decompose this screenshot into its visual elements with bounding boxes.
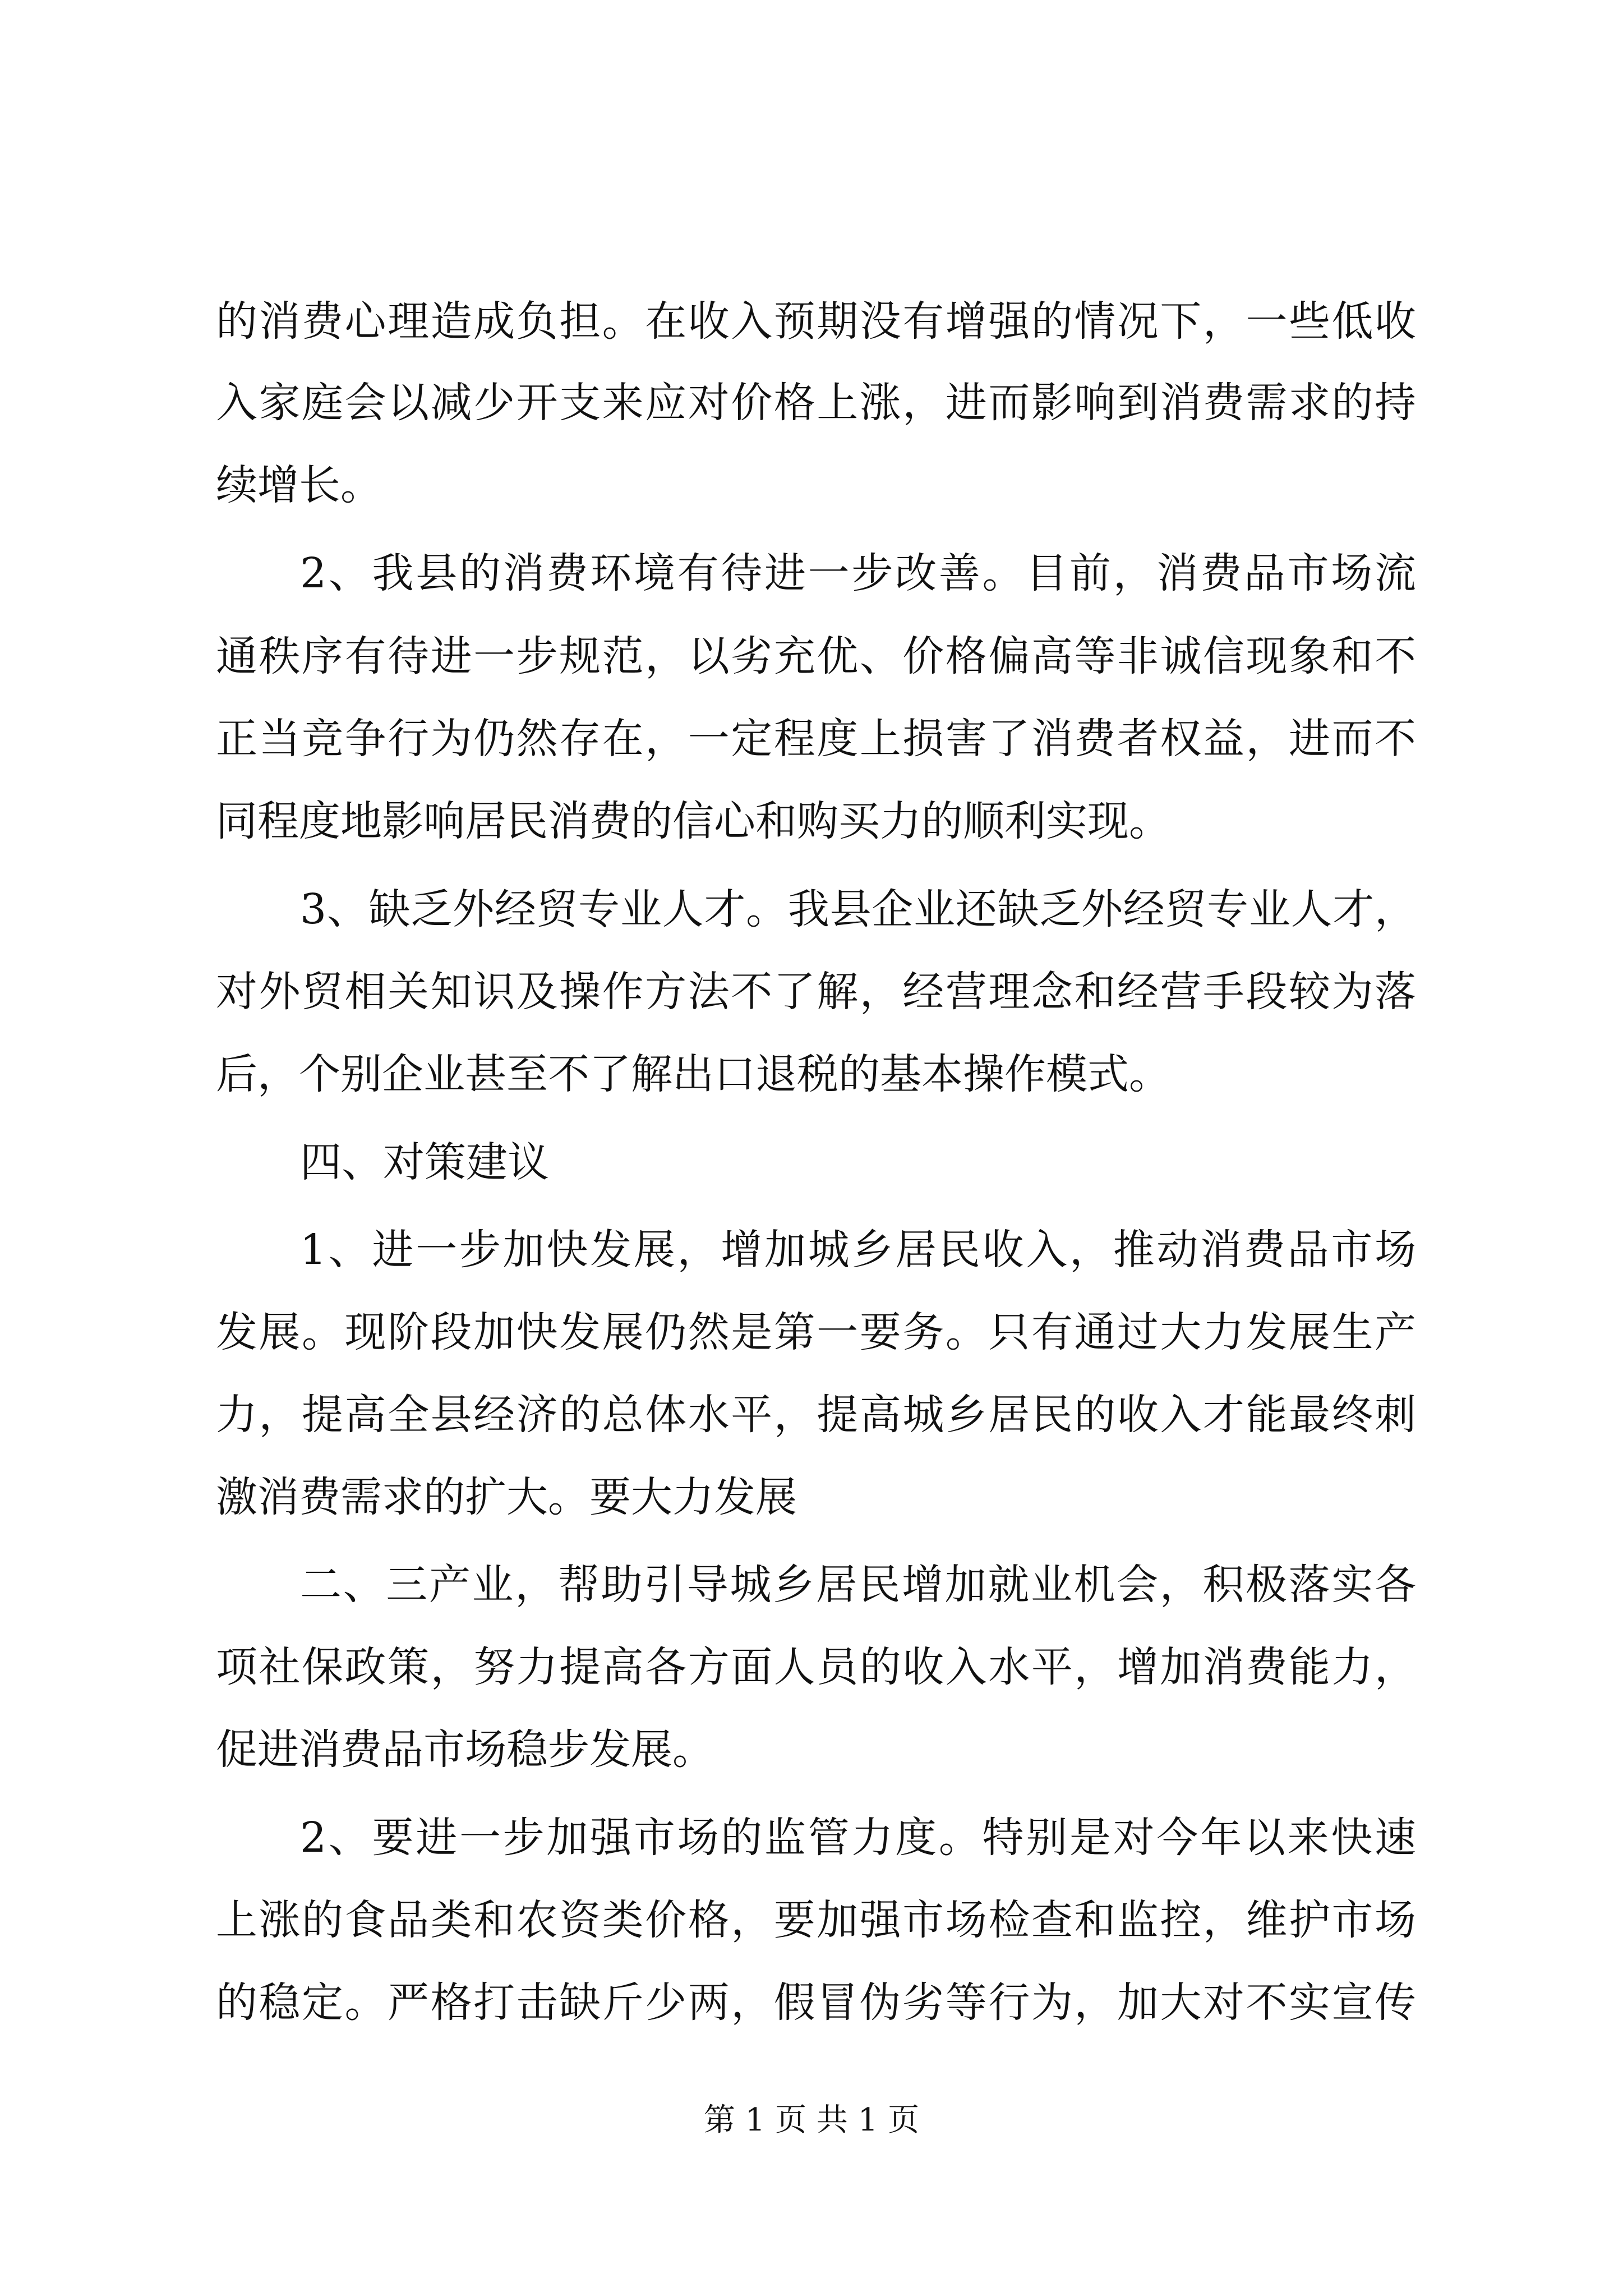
section-heading: 四、对策建议 <box>300 1138 549 1186</box>
text-line: 入家庭会以减少开支来应对价格上涨，进而影响到消费需求的持 <box>216 379 1416 427</box>
text-line: 对外贸相关知识及操作方法不了解，经营理念和经营手段较为落 <box>216 968 1416 1016</box>
page-number-label: 第 1 页 共 1 页 <box>703 2102 920 2138</box>
paragraph-first-line: 2、我县的消费环境有待进一步改善。目前，消费品市场流 <box>300 549 1416 597</box>
text-line: 正当竞争行为仍然存在，一定程度上损害了消费者权益，进而不 <box>216 715 1416 763</box>
text-line: 的稳定。严格打击缺斤少两，假冒伪劣等行为，加大对不实宣传 <box>216 1978 1416 2027</box>
text-line: 激消费需求的扩大。要大力发展 <box>216 1473 797 1521</box>
text-line: 的消费心理造成负担。在收入预期没有增强的情况下，一些低收 <box>216 297 1416 346</box>
text-line: 通秩序有待进一步规范，以劣充优、价格偏高等非诚信现象和不 <box>216 632 1416 680</box>
paragraph-first-line: 1、进一步加快发展，增加城乡居民收入，推动消费品市场 <box>300 1226 1416 1274</box>
paragraph-first-line: 二、三产业，帮助引导城乡居民增加就业机会，积极落实各 <box>300 1561 1416 1609</box>
text-line: 力，提高全县经济的总体水平，提高城乡居民的收入才能最终刺 <box>216 1391 1416 1439</box>
text-line: 上涨的食品类和农资类价格，要加强市场检查和监控，维护市场 <box>216 1896 1416 1944</box>
text-line: 续增长。 <box>216 461 382 509</box>
paragraph-first-line: 2、要进一步加强市场的监管力度。特别是对今年以来快速 <box>300 1814 1416 1862</box>
text-line: 后，个别企业甚至不了解出口退税的基本操作模式。 <box>216 1050 1170 1098</box>
text-line: 促进消费品市场稳步发展。 <box>216 1726 714 1774</box>
text-line: 同程度地影响居民消费的信心和购买力的顺利实现。 <box>216 797 1170 845</box>
paragraph-first-line: 3、缺乏外经贸专业人才。我县企业还缺乏外经贸专业人才， <box>300 885 1416 933</box>
text-line: 发展。现阶段加快发展仍然是第一要务。只有通过大力发展生产 <box>216 1308 1416 1356</box>
page-footer <box>0 2098 1623 2143</box>
text-line: 项社保政策，努力提高各方面人员的收入水平，增加消费能力， <box>216 1643 1416 1691</box>
